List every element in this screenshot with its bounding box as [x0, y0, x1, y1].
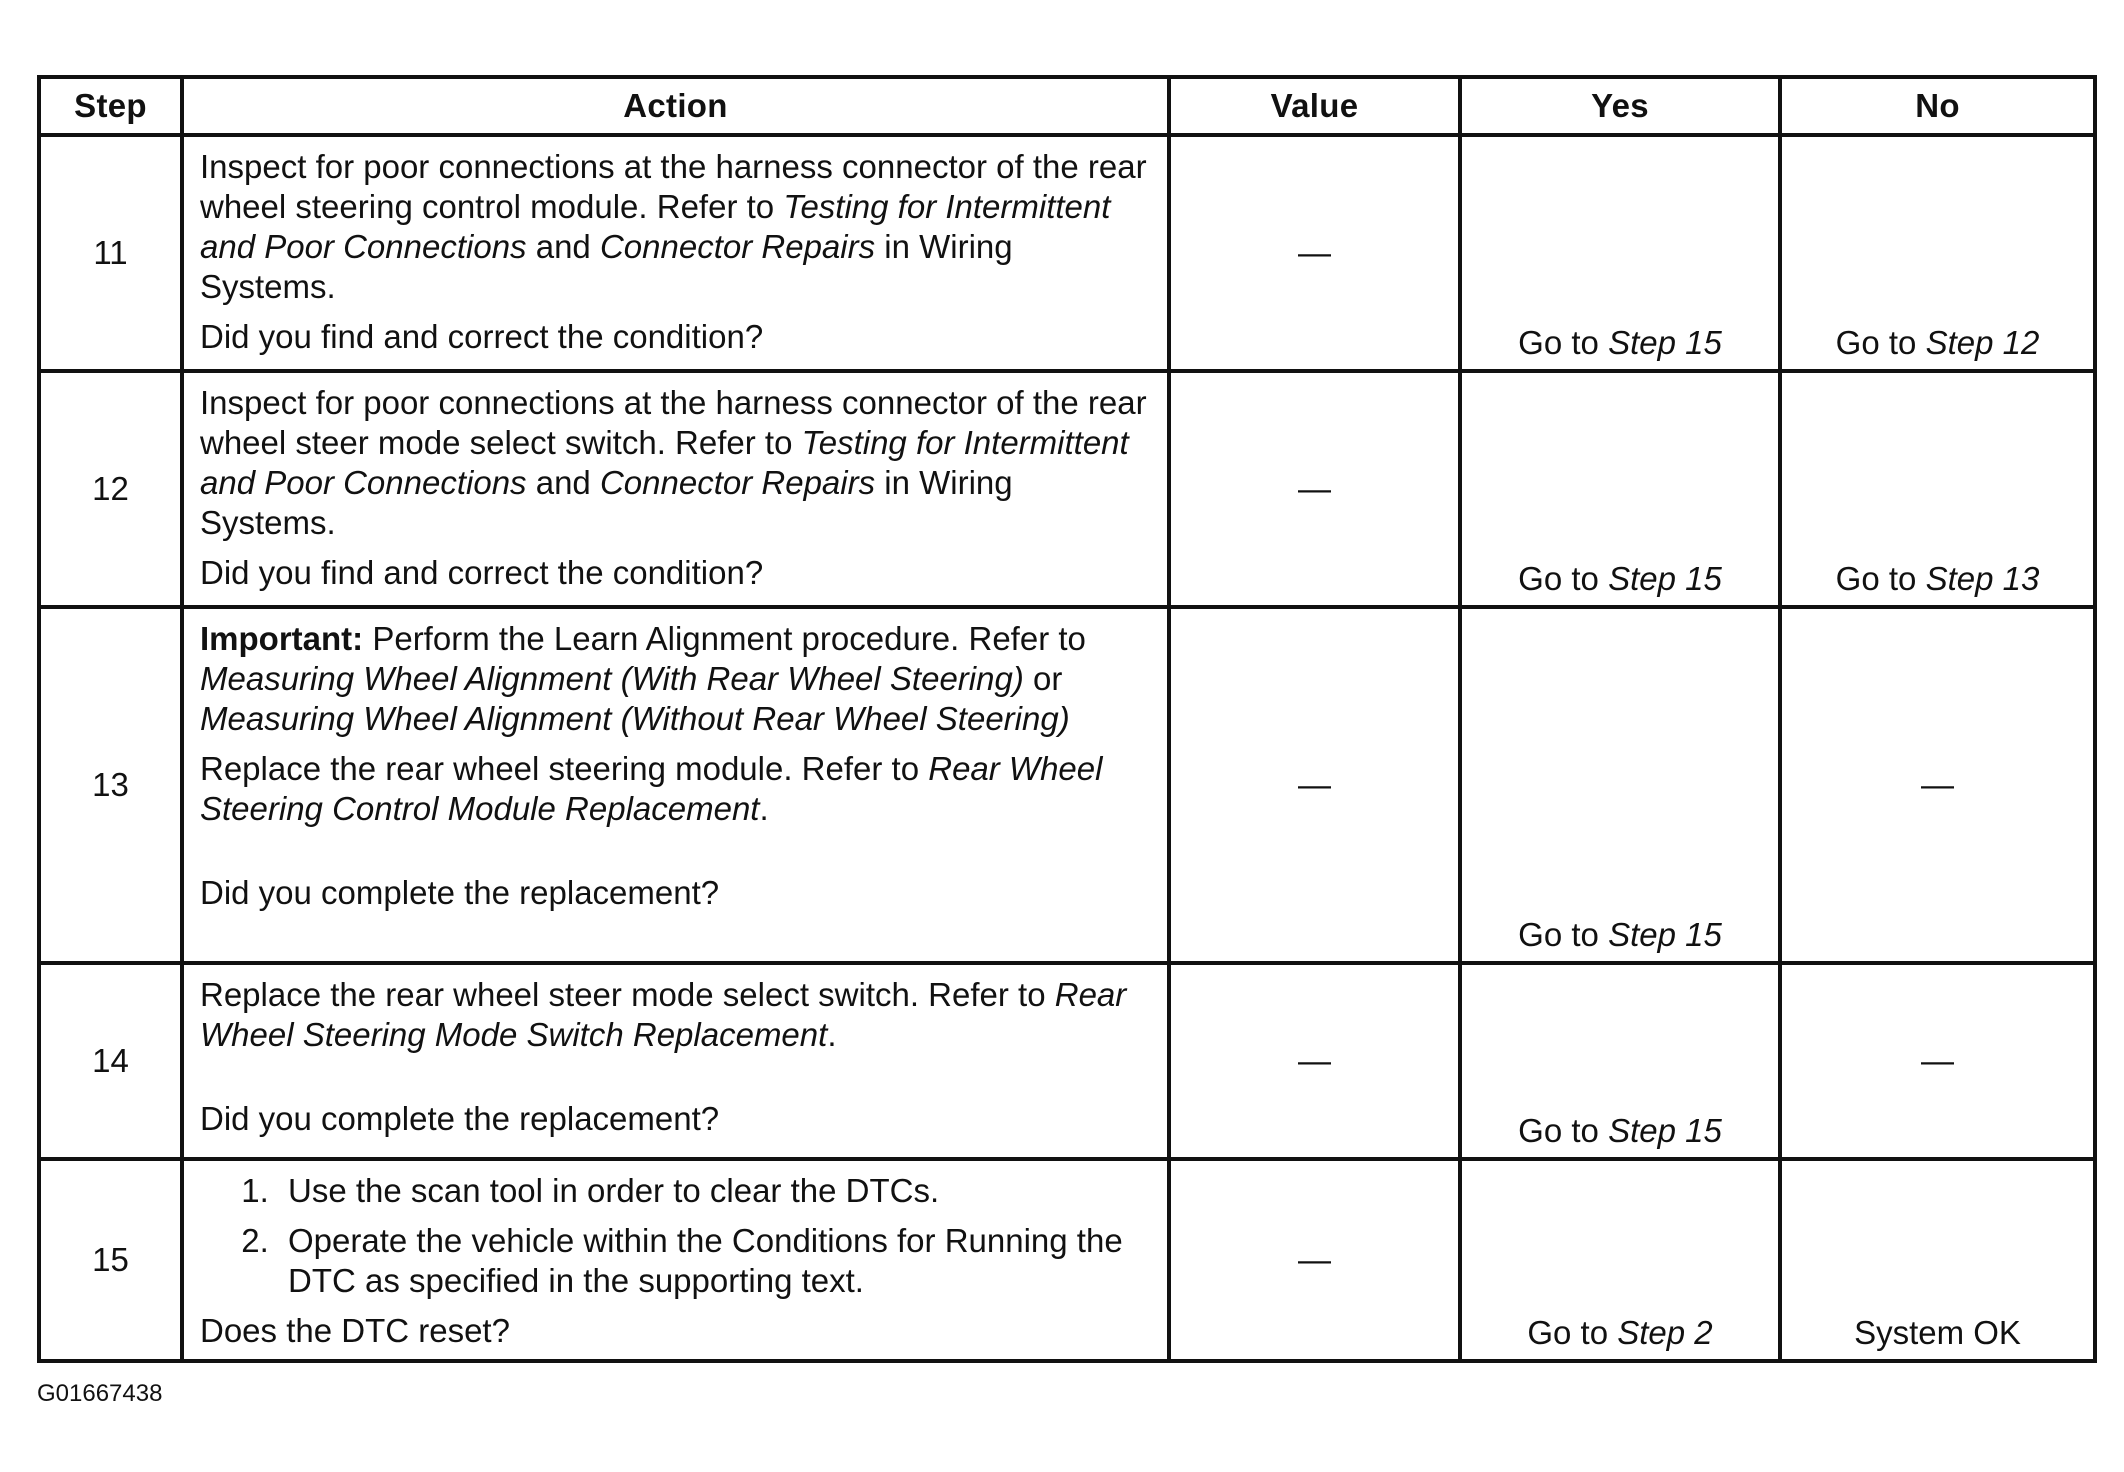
reference-link[interactable]: Measuring Wheel Alignment (Without Rear Wheel Steering): [200, 700, 1070, 737]
action-question: Did you find and correct the condition?: [200, 554, 764, 591]
no-cell: [1780, 371, 2095, 607]
goto-step-link[interactable]: Step 15: [1608, 560, 1722, 597]
goto-prefix: Go to: [1527, 1314, 1618, 1351]
table-row-step-15: [39, 1159, 2095, 1361]
goto-step-link[interactable]: Step 13: [1925, 560, 2040, 597]
spacer: [200, 1055, 1153, 1099]
table-row-step-13: [39, 607, 2095, 963]
procedure-item: 2. Operate the vehicle within the Conditions for Running the DTC as specified in the supporting text.: [278, 1221, 1153, 1301]
yes-cell: [1460, 1159, 1780, 1361]
procedure-list: [200, 1171, 1153, 1301]
value-cell: —: [1169, 963, 1460, 1159]
diagnostic-table-container: [37, 75, 2093, 1363]
table-row-step-12: [39, 371, 2095, 607]
no-cell: System OK: [1780, 1159, 2095, 1361]
goto-step-link[interactable]: Step 15: [1608, 916, 1722, 953]
action-text-part: Perform the Learn Alignment procedure. Refer to: [363, 620, 1086, 657]
procedure-item: 1. Use the scan tool in order to clear the DTCs.: [278, 1171, 1153, 1211]
action-text-part: Inspect for poor connections at the harness connector of the rear wheel steer mode select switch. Refer to: [200, 384, 1147, 461]
action-question: Does the DTC reset?: [200, 1312, 510, 1349]
action-text-part: or: [1023, 660, 1063, 697]
goto-prefix: Go to: [1835, 324, 1926, 361]
step-number: 14: [39, 963, 182, 1159]
action-question: Did you complete the replacement?: [200, 1100, 720, 1137]
reference-link[interactable]: Rear Wheel Steering Mode Switch Replacement: [200, 976, 1127, 1053]
action-cell: [182, 963, 1169, 1159]
action-text-part: Replace the rear wheel steer mode select switch. Refer to: [200, 976, 1055, 1013]
step-number: 13: [39, 607, 182, 963]
action-text-part: in Wiring Systems.: [200, 228, 1013, 305]
action-text: [200, 975, 1153, 1055]
action-text-part: in Wiring Systems.: [200, 464, 1013, 541]
action-text: [200, 147, 1153, 307]
diagnostic-table: [37, 75, 2097, 1363]
action-text: [200, 383, 1153, 543]
goto-step-link[interactable]: Step 2: [1617, 1314, 1713, 1351]
action-cell: [182, 607, 1169, 963]
action-text-part: Inspect for poor connections at the harness connector of the rear wheel steering control module. Refer to: [200, 148, 1147, 225]
step-number: 12: [39, 371, 182, 607]
action-text-part: and: [526, 228, 600, 265]
reference-link[interactable]: Measuring Wheel Alignment (With Rear Wheel Steering): [200, 660, 1024, 697]
spacer: [200, 829, 1153, 873]
important-note: [200, 619, 1153, 739]
yes-cell: [1460, 135, 1780, 371]
header-row: [39, 77, 2095, 135]
goto-prefix: Go to: [1518, 324, 1609, 361]
figure-id: G01667438: [37, 1380, 163, 1407]
reference-link[interactable]: Rear Wheel Steering Control Module Replacement: [200, 750, 1103, 827]
header-value: Value: [1169, 77, 1460, 135]
header-yes: Yes: [1460, 77, 1780, 135]
action-text-part: Replace the rear wheel steering module. Refer to: [200, 750, 929, 787]
action-text-part: .: [759, 790, 769, 827]
action-question: Did you find and correct the condition?: [200, 318, 764, 355]
action-text-part: .: [827, 1016, 837, 1053]
action-cell: [182, 371, 1169, 607]
yes-cell: [1460, 607, 1780, 963]
goto-step-link[interactable]: Step 15: [1608, 324, 1722, 361]
goto-prefix: Go to: [1835, 560, 1926, 597]
no-cell: [1780, 135, 2095, 371]
goto-prefix: Go to: [1518, 560, 1609, 597]
table-row-step-14: [39, 963, 2095, 1159]
reference-link[interactable]: Connector Repairs: [599, 464, 876, 501]
action-text: [200, 749, 1153, 829]
header-no: No: [1780, 77, 2095, 135]
reference-link[interactable]: Connector Repairs: [599, 228, 876, 265]
no-cell: —: [1780, 963, 2095, 1159]
action-cell: [182, 135, 1169, 371]
goto-prefix: Go to: [1518, 1112, 1609, 1149]
value-cell: —: [1169, 371, 1460, 607]
goto-step-link[interactable]: Step 12: [1925, 324, 2040, 361]
action-question: Did you complete the replacement?: [200, 874, 720, 911]
step-number: 11: [39, 135, 182, 371]
yes-cell: [1460, 963, 1780, 1159]
important-label: Important:: [200, 620, 364, 657]
header-action: Action: [182, 77, 1169, 135]
reference-link[interactable]: Testing for Intermittent and Poor Connections: [200, 424, 1129, 501]
step-number: 15: [39, 1159, 182, 1361]
reference-link[interactable]: Testing for Intermittent and Poor Connections: [200, 188, 1111, 265]
yes-cell: [1460, 371, 1780, 607]
goto-step-link[interactable]: Step 15: [1608, 1112, 1722, 1149]
value-cell: —: [1169, 1159, 1460, 1361]
action-cell: [182, 1159, 1169, 1361]
header-step: Step: [39, 77, 182, 135]
table-row-step-11: [39, 135, 2095, 371]
value-cell: —: [1169, 135, 1460, 371]
value-cell: —: [1169, 607, 1460, 963]
no-cell: —: [1780, 607, 2095, 963]
action-text-part: and: [526, 464, 600, 501]
goto-prefix: Go to: [1518, 916, 1609, 953]
